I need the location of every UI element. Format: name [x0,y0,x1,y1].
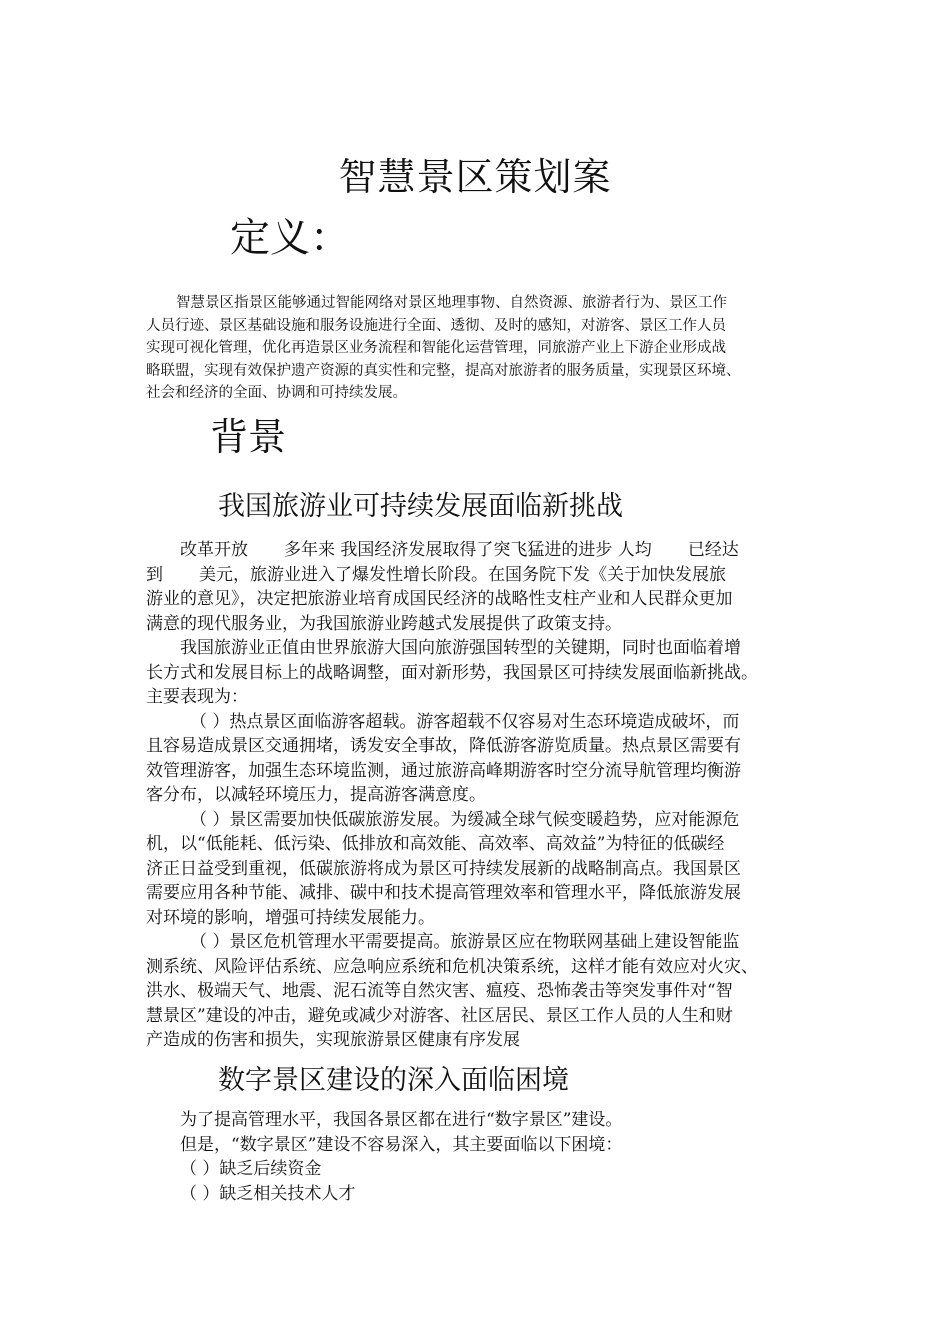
text-line: 智慧景区指景区能够通过智能网络对景区地理事物、自然资源、旅游者行为、景区工作 [176,295,727,311]
document-title: 智慧景区策划案 [338,155,612,199]
text-line: 机，以“低能耗、低污染、低排放和高效能、高效率、高效益”为特征的低碳经 [146,834,725,854]
definition-paragraph [146,292,810,405]
text-line: 长方式和发展目标上的战略调整，面对新形势，我国景区可持续发展面临新挑战。 [146,662,758,683]
text-line: 略联盟，实现有效保护遗产资源的真实性和完整，提高对旅游者的服务质量，实现景区环境、 [146,362,741,379]
text-line: 人员行迹、景区基础设施和服务设施进行全面、透彻、及时的感知，对游客、景区工作人员 [146,317,726,334]
text-line: 游业的意见》，决定把旅游业培育成国民经济的战略性支柱产业和人民群众更加 [146,589,733,609]
text-line: 测系统、风险评估系统、应急响应系统和危机决策系统，这样才能有效应对火灾、 [146,956,758,977]
text-line: 我国旅游业正值由世界旅游大国向旅游强国转型的关键期，同时也面临着增 [180,638,741,658]
list-item: （ ）缺乏后续资金 [180,1159,322,1179]
list-item: （ ）缺乏相关技术人才 [180,1183,356,1204]
text-line: （ ）热点景区面临游客超载。游客超载不仅容易对生态环境造成破坏，而 [190,711,740,732]
text-line: 洪水、极端天气、地震、泥石流等自然灾害、瘟疫、恐怖袭击等突发事件对“智 [146,981,733,1001]
text-fragment: 到 [146,564,163,585]
definition-heading: 定义： [230,215,350,261]
section-heading-challenges: 我国旅游业可持续发展面临新挑战 [218,491,623,522]
text-line: 主要表现为： [146,687,248,707]
text-line: 社会和经济的全面、协调和可持续发展。 [146,385,407,401]
text-line [146,563,810,588]
text-line: （ ）景区需要加快低碳旅游发展。为缓减全球气候变暖趋势，应对能源危 [190,809,740,830]
text-line: 实现可视化管理，优化再造景区业务流程和智能化运营管理，同旅游产业上下游企业形成战 [146,340,726,356]
challenges-body [146,538,810,1053]
text-fragment: 多年来 我国经济发展取得了突飞猛进的进步 人均 [284,540,652,560]
text-line: （ ）景区危机管理水平需要提高。旅游景区应在物联网基础上建设智能监 [190,932,740,952]
text-line: 慧景区”建设的冲击，避免或减少对游客、社区居民、景区工作人员的人生和财 [146,1005,733,1026]
text-line: 效管理游客，加强生态环境监测，通过旅游高峰期游客时空分流导航管理均衡游 [146,760,741,781]
text-line: 但是，“数字景区”建设不容易深入，其主要面临以下困境： [180,1134,623,1155]
text-line: 且容易造成景区交通拥堵，诱发安全事故，降低游客游览质量。热点景区需要有 [146,736,741,756]
text-line: 对环境的影响，增强可持续发展能力。 [146,907,435,928]
difficulties-body [146,1108,810,1206]
text-line [146,538,810,563]
text-fragment: 美元，旅游业进入了爆发性增长阶段。在国务院下发《关于加快发展旅 [199,564,726,585]
section-heading-difficulties: 数字景区建设的深入面临困境 [218,1065,569,1096]
text-line: 济正日益受到重视，低碳旅游将成为景区可持续发展新的战略制高点。我国景区 [146,858,741,879]
text-line: 需要应用各种节能、减排、碳中和技术提高管理效率和管理水平，降低旅游发展 [146,883,741,903]
text-line: 客分布，以减轻环境压力，提高游客满意度。 [146,785,486,805]
text-line: 为了提高管理水平，我国各景区都在进行“数字景区”建设。 [180,1110,623,1130]
text-fragment: 改革开放 [180,540,248,560]
text-fragment: 已经达 [687,540,739,560]
text-line: 满意的现代服务业，为我国旅游业跨越式发展提供了政策支持。 [146,613,622,634]
background-heading: 背景 [210,415,287,459]
text-line: 产造成的伤害和损失，实现旅游景区健康有序发展 [146,1030,520,1050]
